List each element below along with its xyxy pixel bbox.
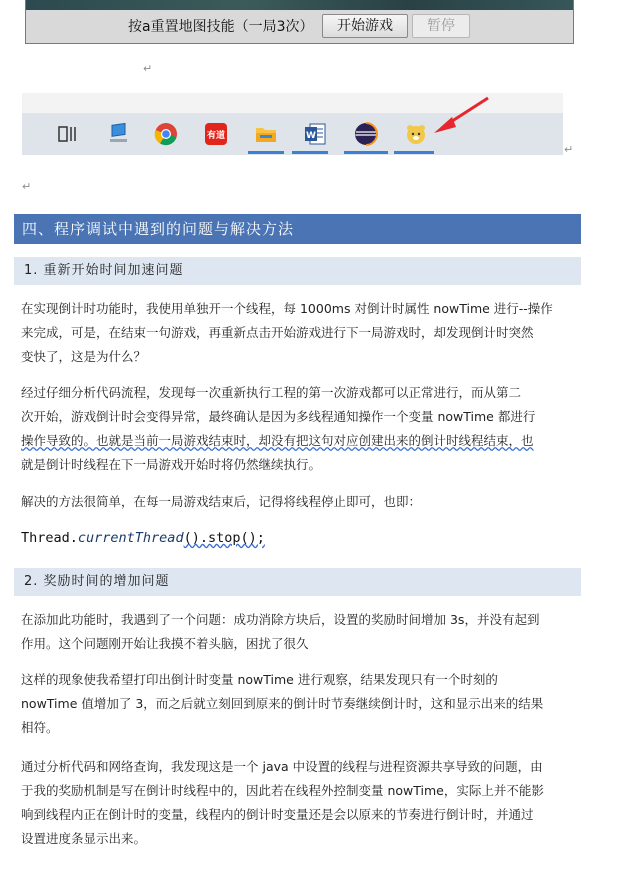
paragraph-mark: ↵ bbox=[143, 62, 153, 75]
text-line: 在实现倒计时功能时，我使用单独开一个线程，每 1000ms 对倒计时属性 nowTime 进行--操作 bbox=[21, 301, 553, 316]
text-line: 响到线程内正在倒计时的变量，线程内的倒计时变量还是会以原来的节奏进行倒计时，并通过 bbox=[21, 807, 534, 822]
computer-icon[interactable] bbox=[107, 122, 131, 146]
reset-map-hint: 按a重置地图技能（一局3次） bbox=[128, 19, 314, 35]
game-active-indicator bbox=[394, 151, 434, 154]
problem-2-paragraph-2 bbox=[21, 668, 577, 740]
text-line: 于我的奖励机制是写在倒计时线程中的，因此若在线程外控制变量 nowTime，实际上并不能影 bbox=[21, 783, 544, 798]
youdao-text: 有道 bbox=[206, 131, 226, 141]
file-explorer-icon[interactable] bbox=[254, 122, 278, 146]
problem-1-paragraph-1 bbox=[21, 297, 577, 369]
text-line: 就是倒计时线程在下一局游戏开始时将仍然继续执行。 bbox=[21, 457, 322, 472]
game-board-edge bbox=[26, 0, 573, 10]
word-letter: W bbox=[306, 131, 316, 141]
problem-1-heading: 1. 重新开始时间加速问题 bbox=[14, 257, 581, 285]
explorer-active-indicator bbox=[248, 151, 284, 154]
text-line: 在添加此功能时，我遇到了一个问题：成功消除方块后，设置的奖励时间增加 3s，并没有起到 bbox=[21, 612, 540, 627]
problem-2-paragraph-3 bbox=[21, 755, 577, 851]
game-app-icon[interactable] bbox=[404, 122, 428, 146]
code-method: currentThread bbox=[77, 530, 184, 546]
problem-1-paragraph-3: 解决的方法很简单，在每一局游戏结束后，记得将线程停止即可，也即： bbox=[21, 494, 422, 509]
text-line: 次开始，游戏倒计时会变得异常，最终确认是因为多线程通知操作一个变量 nowTime 都进行 bbox=[21, 409, 536, 424]
task-view-icon[interactable] bbox=[56, 122, 80, 146]
eclipse-icon[interactable] bbox=[354, 122, 378, 146]
paragraph-mark: ↵ bbox=[22, 180, 32, 193]
youdao-icon[interactable] bbox=[204, 122, 228, 146]
text-line: 这样的现象使我希望打印出倒计时变量 nowTime 进行观察，结果发现只有一个时刻的 bbox=[21, 672, 498, 687]
word-icon[interactable] bbox=[303, 122, 327, 146]
code-call: ().stop(); bbox=[183, 530, 265, 546]
section-heading: 四、程序调试中遇到的问题与解决方法 bbox=[14, 214, 581, 244]
text-line: 相符。 bbox=[21, 720, 59, 735]
text-line: 设置进度条显示出来。 bbox=[21, 831, 147, 846]
text-line: 变快了，这是为什么？ bbox=[21, 349, 147, 364]
text-line: 操作导致的。也就是当前一局游戏结束时，却没有把这句对应创建出来的倒计时线程结束，也 bbox=[21, 433, 534, 448]
eclipse-active-indicator bbox=[344, 151, 388, 154]
problem-2-heading: 2. 奖励时间的增加问题 bbox=[14, 568, 581, 596]
text-line: 作用。这个问题刚开始让我摸不着头脑，困扰了很久 bbox=[21, 636, 309, 651]
pause-button[interactable]: 暂停 bbox=[412, 14, 470, 38]
game-window-screenshot bbox=[25, 0, 574, 44]
start-game-button[interactable]: 开始游戏 bbox=[322, 14, 408, 38]
text-line: 通过分析代码和网络查询，我发现这是一个 java 中设置的线程与进程资源共享导致的问题，由 bbox=[21, 759, 543, 774]
word-active-indicator bbox=[292, 151, 328, 154]
code-line bbox=[21, 530, 265, 546]
text-line: nowTime 值增加了 3，而之后就立刻回到原来的倒计时节奏继续倒计时，这和显示出来的结果 bbox=[21, 696, 544, 711]
paragraph-mark: ↵ bbox=[564, 143, 574, 156]
chrome-icon[interactable] bbox=[154, 122, 178, 146]
problem-1-paragraph-2 bbox=[21, 381, 577, 477]
problem-2-paragraph-1 bbox=[21, 608, 577, 656]
taskbar-screenshot bbox=[22, 93, 563, 155]
text-line: 经过仔细分析代码流程，发现每一次重新执行工程的第一次游戏都可以正常进行，而从第二 bbox=[21, 385, 522, 400]
red-arrow-annotation bbox=[430, 95, 492, 135]
code-class: Thread. bbox=[21, 530, 78, 546]
text-line: 来完成，可是，在结束一句游戏，再重新点击开始游戏进行下一局游戏时，却发现倒计时突然 bbox=[21, 325, 534, 340]
